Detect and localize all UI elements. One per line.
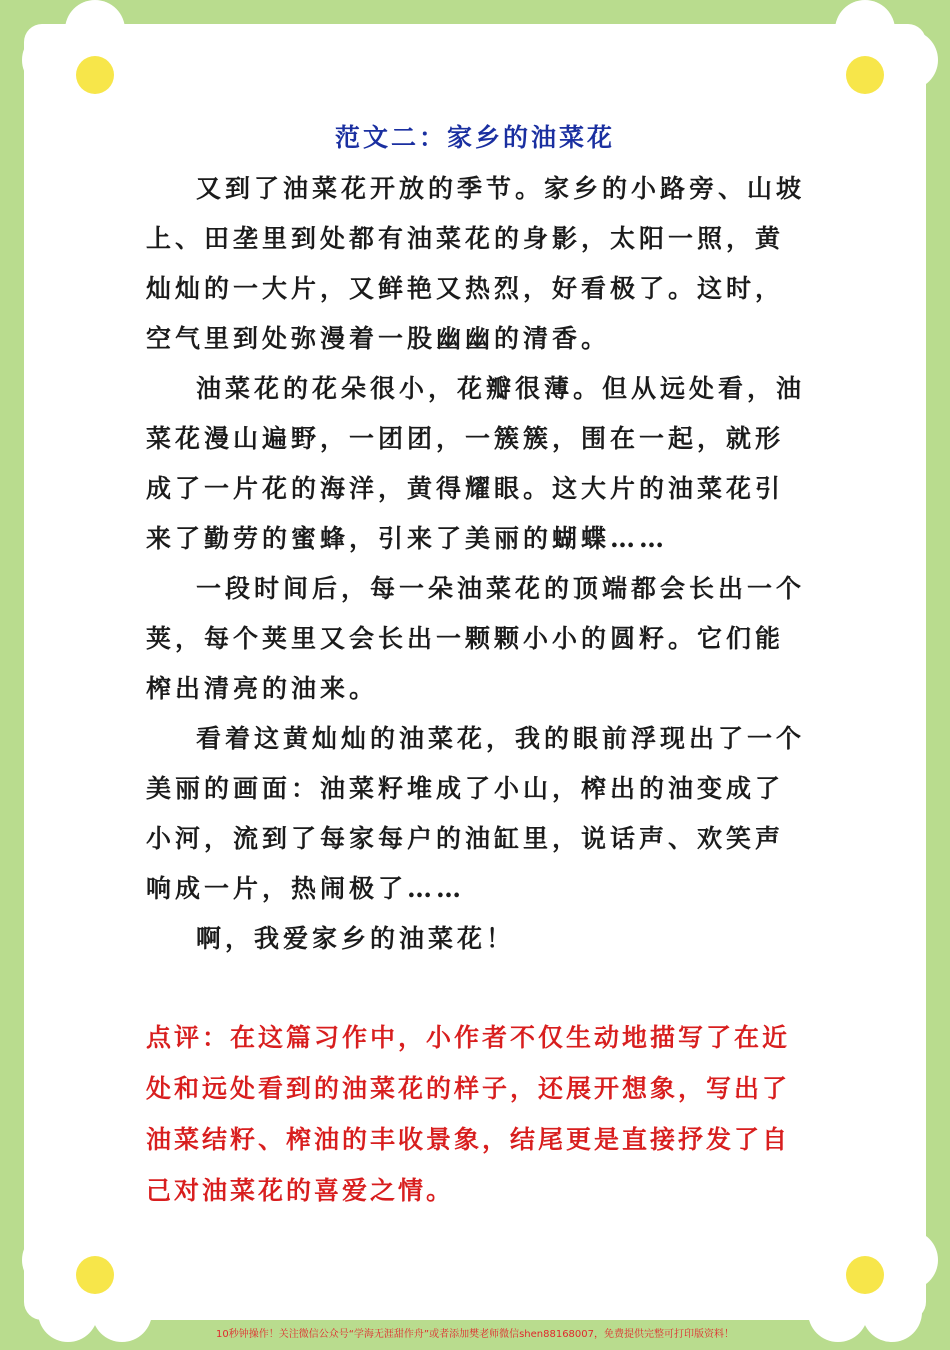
essay-paragraph: 又到了油菜花开放的季节。家乡的小路旁、山坡上、田垄里到处都有油菜花的身影，太阳一照，黄灿灿的一大片，又鲜艳又热烈，好看极了。这时，空气里到处弥漫着一股幽幽的清香。 xyxy=(146,174,806,353)
essay-body xyxy=(146,164,810,964)
essay-paragraph: 一段时间后，每一朵油菜花的顶端都会长出一个荚，每个荚里又会长出一颗颗小小的圆籽。它们能榨出清亮的油来。 xyxy=(146,574,806,703)
footer-notice: 10秒钟操作！关注微信公众号“学海无涯甜作舟”或者添加樊老师微信shen88168007，免费提供完整可打印版资料！ xyxy=(215,1329,735,1340)
essay-paragraph: 啊，我爱家乡的油菜花！ xyxy=(196,924,516,953)
essay-paragraph: 油菜花的花朵很小，花瓣很薄。但从远处看，油菜花漫山遍野，一团团，一簇簇，围在一起，就形成了一片花的海洋，黄得耀眼。这大片的油菜花引来了勤劳的蜜蜂，引来了美丽的蝴蝶…… xyxy=(146,374,806,553)
comment-text: 点评：在这篇习作中，小作者不仅生动地描写了在近处和远处看到的油菜花的样子，还展开想象，写出了油菜结籽、榨油的丰收景象，结尾更是直接抒发了自己对油菜花的喜爱之情。 xyxy=(146,1023,791,1205)
essay-paragraph: 看着这黄灿灿的油菜花，我的眼前浮现出了一个美丽的画面：油菜籽堆成了小山，榨出的油变成了小河，流到了每家每户的油缸里，说话声、欢笑声响成一片，热闹极了…… xyxy=(146,724,806,903)
teacher-comment xyxy=(146,1012,810,1216)
essay-title: 范文二：家乡的油菜花 xyxy=(334,123,615,152)
